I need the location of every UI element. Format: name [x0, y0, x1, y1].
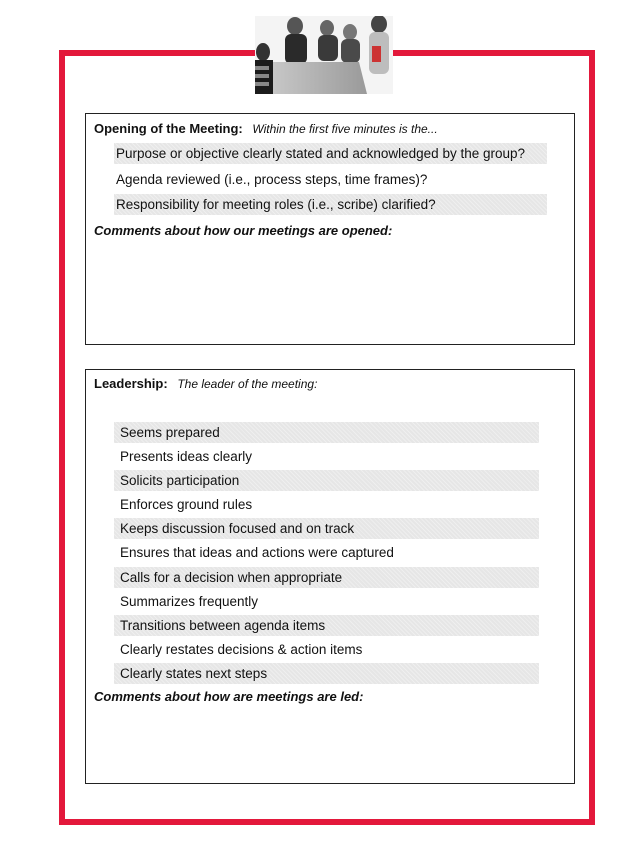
opening-comments-label: Comments about how our meetings are opened: — [94, 223, 393, 238]
leadership-item: Enforces ground rules — [120, 497, 253, 512]
leadership-item: Transitions between agenda items — [114, 615, 539, 636]
opening-subtitle: Within the first five minutes is the... — [252, 122, 438, 136]
leadership-item: Keeps discussion focused and on track — [114, 518, 539, 539]
opening-label: Opening of the Meeting: — [94, 121, 243, 136]
leadership-item: Solicits participation — [114, 470, 539, 491]
opening-item: Purpose or objective clearly stated and acknowledged by the group? — [114, 143, 547, 164]
leadership-label: Leadership: — [94, 376, 168, 391]
leadership-item: Ensures that ideas and actions were captured — [120, 545, 394, 560]
opening-heading — [94, 121, 438, 136]
leadership-item: Presents ideas clearly — [120, 449, 253, 464]
meeting-photo — [255, 16, 393, 94]
opening-panel — [85, 113, 575, 345]
leadership-item: Summarizes frequently — [120, 594, 259, 609]
leadership-item: Clearly restates decisions & action items — [120, 642, 363, 657]
leadership-panel — [85, 369, 575, 784]
opening-item: Agenda reviewed (i.e., process steps, time frames)? — [116, 172, 428, 187]
leadership-subtitle: The leader of the meeting: — [177, 377, 318, 391]
opening-item: Responsibility for meeting roles (i.e., scribe) clarified? — [114, 194, 547, 215]
leadership-item: Calls for a decision when appropriate — [114, 567, 539, 588]
leadership-item: Clearly states next steps — [114, 663, 539, 684]
leadership-comments-label: Comments about how are meetings are led: — [94, 689, 364, 704]
leadership-heading — [94, 376, 317, 391]
leadership-item: Seems prepared — [114, 422, 539, 443]
